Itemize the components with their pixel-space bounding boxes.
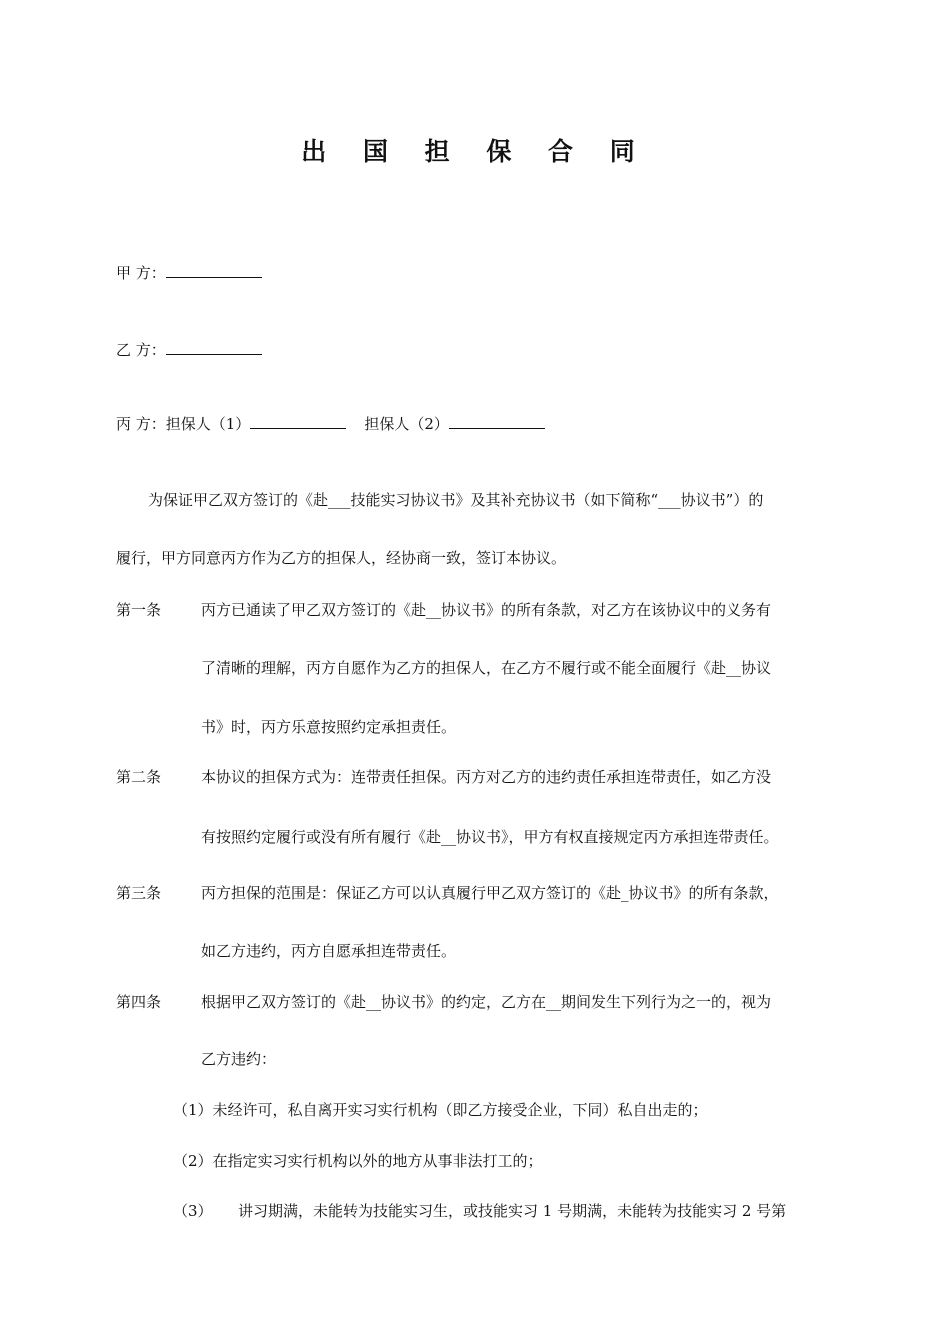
item-3-number: （3） xyxy=(173,1202,213,1220)
party-a-line xyxy=(116,263,262,283)
party-b-line xyxy=(116,340,262,360)
party-c-line xyxy=(116,414,545,434)
guarantor-1-blank[interactable] xyxy=(250,414,346,429)
party-b-blank[interactable] xyxy=(166,340,262,355)
party-b-label: 乙 方： xyxy=(116,341,166,359)
article-1-line-3: 书》时，丙方乐意按照约定承担责任。 xyxy=(201,718,457,736)
item-2: （2）在指定实习实行机构以外的地方从事非法打工的； xyxy=(173,1152,543,1170)
item-1: （1）未经许可，私自离开实习实行机构（即乙方接受企业，下同）私自出走的； xyxy=(173,1101,708,1119)
article-4-line-2: 乙方违约： xyxy=(201,1050,277,1068)
article-3-line-2: 如乙方违约，丙方自愿承担连带责任。 xyxy=(201,942,457,960)
guarantor-2-blank[interactable] xyxy=(449,414,545,429)
item-3-text: 讲习期满，未能转为技能实习生，或技能实习 1 号期满，未能转为技能实习 2 号第 xyxy=(238,1202,787,1220)
party-a-blank[interactable] xyxy=(166,263,262,278)
party-c-label: 丙 方：担保人（1） xyxy=(116,415,251,433)
preamble-line-2: 履行，甲方同意丙方作为乙方的担保人，经协商一致，签订本协议。 xyxy=(116,549,567,567)
article-1-number: 第一条 xyxy=(116,601,162,619)
article-4-number: 第四条 xyxy=(116,993,162,1011)
article-4-line-1: 根据甲乙双方签订的《赴__协议书》的约定，乙方在__期间发生下列行为之一的，视为 xyxy=(201,993,772,1011)
party-a-label: 甲 方： xyxy=(116,264,166,282)
article-3-line-1: 丙方担保的范围是：保证乙方可以认真履行甲乙双方签订的《赴_协议书》的所有条款， xyxy=(201,884,779,902)
article-1-line-1: 丙方已通读了甲乙双方签订的《赴__协议书》的所有条款，对乙方在该协议中的义务有 xyxy=(201,601,772,619)
article-2-line-1: 本协议的担保方式为：连带责任担保。丙方对乙方的违约责任承担连带责任，如乙方没 xyxy=(201,768,772,786)
preamble-line-1: 为保证甲乙双方签订的《赴___技能实习协议书》及其补充协议书（如下简称“___协议书”）的 xyxy=(148,491,764,509)
article-2-number: 第二条 xyxy=(116,768,162,786)
guarantor-2-label: 担保人（2） xyxy=(364,415,449,433)
article-2-line-2: 有按照约定履行或没有所有履行《赴__协议书》，甲方有权直接规定丙方承担连带责任。 xyxy=(201,828,779,846)
document-title: 出 国 担 保 合 同 xyxy=(301,137,649,166)
article-3-number: 第三条 xyxy=(116,884,162,902)
article-1-line-2: 了清晰的理解，丙方自愿作为乙方的担保人，在乙方不履行或不能全面履行《赴__协议 xyxy=(201,659,772,677)
